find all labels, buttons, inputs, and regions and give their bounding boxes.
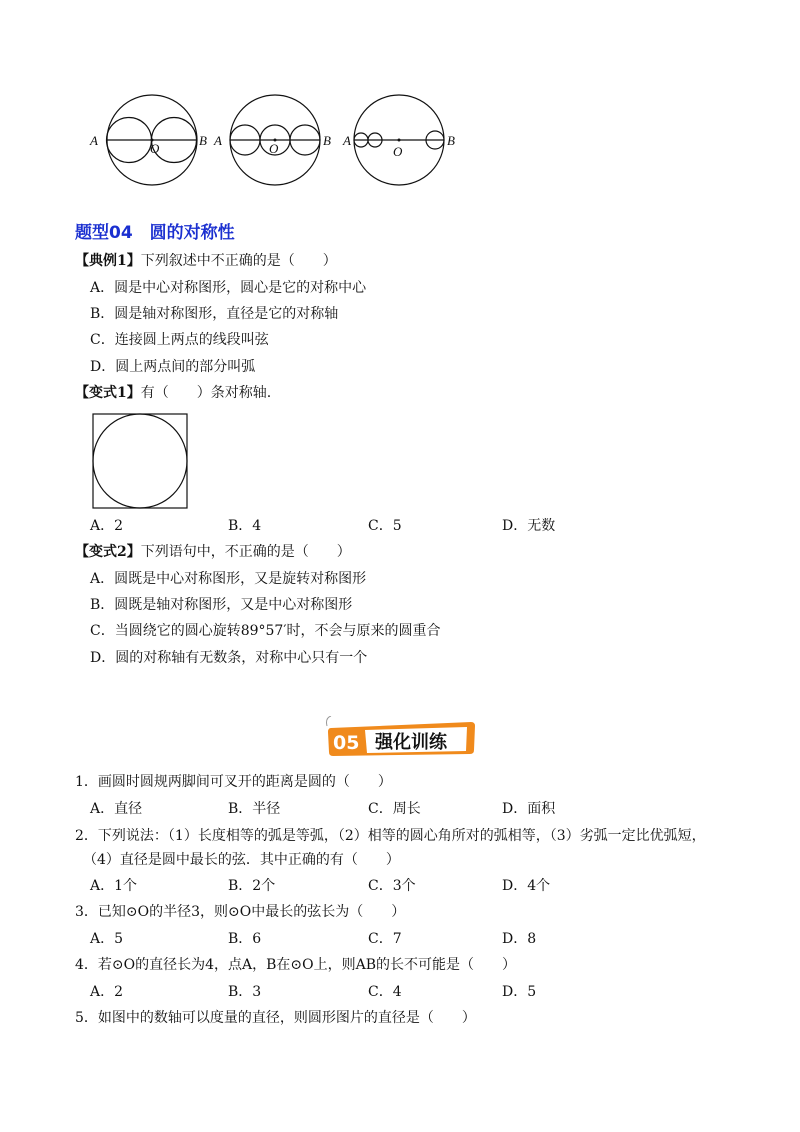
q4-stem: 4．若⊙O的直径长为4，点A，B在⊙O上，则AB的长不可能是（ ）: [75, 957, 517, 973]
q1-stem: 1．画圆时圆规两脚间可叉开的距离是圆的（ ）: [75, 774, 392, 790]
section-badge: [325, 716, 477, 758]
label-o-2: O: [269, 141, 279, 156]
label-a-2: A: [214, 133, 222, 148]
variant2-tag: 【变式2】: [75, 544, 141, 560]
label-o-3: O: [393, 144, 403, 159]
label-a-1: A: [90, 133, 98, 148]
label-b-2: B: [323, 133, 331, 148]
example1-stem: 下列叙述中不正确的是（ ）: [140, 253, 337, 269]
q3-option-d: D．8: [502, 931, 537, 947]
variant1-option-a: A．2: [90, 518, 124, 534]
example1-option-b: B．圆是轴对称图形，直径是它的对称轴: [90, 306, 339, 322]
q2-option-d: D．4个: [502, 878, 551, 894]
variant1-stem: 有（ ）条对称轴.: [140, 385, 272, 401]
label-o-1: O: [150, 141, 160, 156]
variant1-option-b: B．4: [228, 518, 262, 534]
q4-option-d: D．5: [502, 984, 537, 1000]
q4-option-c: C．4: [368, 984, 402, 1000]
q2-stem-line1: 2．下列说法：（1）长度相等的弧是等弧，（2）相等的圆心角所对的弧相等，（3）劣弧一定比优弧短，: [75, 828, 706, 844]
variant1-option-d: D．无数: [502, 518, 556, 534]
variant2-option-a: A．圆既是中心对称图形，又是旋转对称图形: [90, 571, 367, 587]
example1-option-d: D．圆上两点间的部分叫弧: [90, 359, 256, 375]
q3-option-a: A．5: [90, 931, 124, 947]
q2-stem-line2: （4）直径是圆中最长的弦．其中正确的有（ ）: [83, 852, 400, 868]
square-circle-figure: [90, 411, 190, 511]
label-b-3: B: [447, 133, 455, 148]
example1-option-a: A．圆是中心对称图形，圆心是它的对称中心: [90, 280, 367, 296]
variant2-option-d: D．圆的对称轴有无数条，对称中心只有一个: [90, 650, 368, 666]
q1-option-d: D．面积: [502, 801, 556, 817]
q4-option-b: B．3: [228, 984, 262, 1000]
badge-number: 05: [333, 732, 360, 754]
variant1-stem-line: [75, 384, 271, 402]
q3-stem: 3．已知⊙O的半径3，则⊙O中最长的弦长为（ ）: [75, 904, 406, 920]
q1-option-a: A．直径: [90, 801, 143, 817]
variant1-option-c: C．5: [368, 518, 402, 534]
q2-option-a: A．1个: [90, 878, 138, 894]
q5-stem: 5．如图中的数轴可以度量的直径，则圆形图片的直径是（ ）: [75, 1010, 476, 1026]
q3-option-c: C．7: [368, 931, 402, 947]
example1-stem-line: [75, 252, 337, 270]
variant1-tag: 【变式1】: [75, 385, 141, 401]
section-title: 题型04 圆的对称性: [75, 223, 235, 243]
q2-option-c: C．3个: [368, 878, 416, 894]
variant2-option-c: C．当圆绕它的圆心旋转89°57′时，不会与原来的圆重合: [90, 623, 441, 639]
example1-tag: 【典例1】: [75, 253, 141, 269]
label-b-1: B: [199, 133, 207, 148]
q1-option-b: B．半径: [228, 801, 281, 817]
badge-label: 强化训练: [375, 732, 447, 753]
q4-option-a: A．2: [90, 984, 124, 1000]
example1-option-c: C．连接圆上两点的线段叫弦: [90, 332, 269, 348]
q1-option-c: C．周长: [368, 801, 421, 817]
circles-figure: [85, 92, 465, 192]
q3-option-b: B．6: [228, 931, 262, 947]
variant2-stem-line: [75, 543, 351, 561]
variant2-option-b: B．圆既是轴对称图形，又是中心对称图形: [90, 597, 353, 613]
label-a-3: A: [343, 133, 351, 148]
variant2-stem: 下列语句中，不正确的是（ ）: [140, 544, 351, 560]
q2-option-b: B．2个: [228, 878, 276, 894]
